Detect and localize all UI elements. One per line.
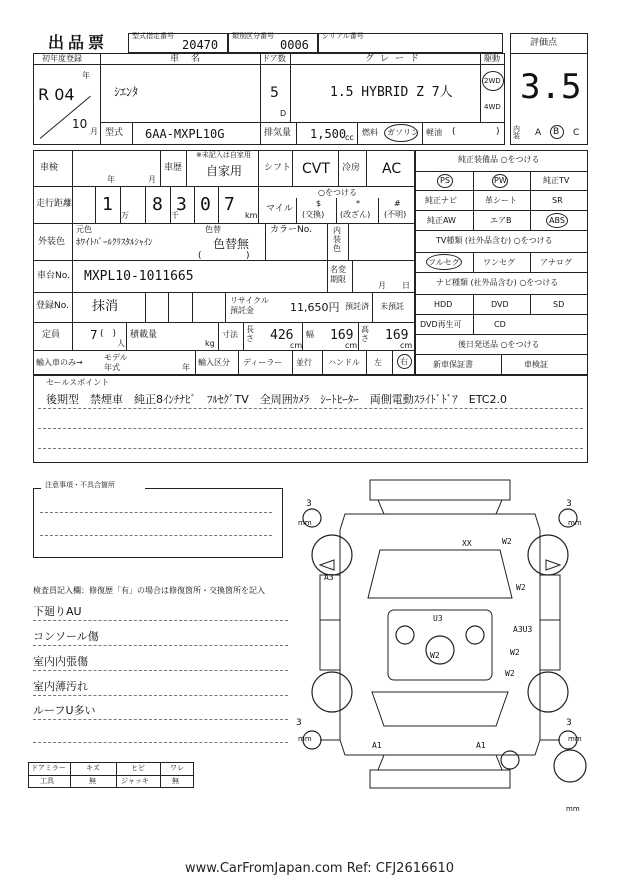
capacity-paren: ( ) xyxy=(100,329,117,339)
fuel-paren-open: ( xyxy=(452,127,456,137)
ac-label: 冷房 xyxy=(342,163,361,173)
tread-rear-left: 3 xyxy=(296,718,302,728)
import-class-label: 輸入区分 xyxy=(198,358,230,367)
load-unit: kg xyxy=(205,339,215,348)
equip-genuine-tv: 純正TV xyxy=(543,176,570,185)
car-damage-diagram xyxy=(290,470,590,810)
tread-rear-left-unit: mm xyxy=(298,735,312,743)
tread-front-left: 3 xyxy=(306,499,312,509)
handle-right: 右 xyxy=(400,357,408,366)
drive-2wd: 2WD xyxy=(484,77,501,85)
color-code-label: 色替 xyxy=(205,225,221,234)
note-line-3: 室内内張傷 xyxy=(33,655,88,668)
inspection-label: 車検 xyxy=(40,163,59,173)
shaken-note: ※未記入は自家用 xyxy=(196,151,251,159)
load-label: 積載量 xyxy=(130,330,158,340)
genuine-label: 純正装備品 ○をつける xyxy=(458,155,540,164)
vin-label: 車台No. xyxy=(37,271,70,281)
car-name-label: 車名 xyxy=(170,54,213,64)
altered-label: (改ざん) xyxy=(340,210,371,219)
equip-genuine-aw: 純正AW xyxy=(427,216,456,225)
capacity-label: 定員 xyxy=(42,330,61,340)
tread-rear-right: 3 xyxy=(566,718,572,728)
color-paren-close: ) xyxy=(246,251,250,261)
footer-watermark: www.CarFromJapan.com Ref: CFJ2616610 xyxy=(185,861,455,876)
legend-header-mirror: ドアミラー xyxy=(31,764,66,772)
sheet-title: 出品票 xyxy=(48,33,109,52)
drive-label: 駆動 xyxy=(484,54,500,63)
drive-4wd: 4WD xyxy=(484,103,501,111)
note-line-4: 室内薄汚れ xyxy=(33,680,88,693)
displacement-label: 排気量 xyxy=(264,128,292,138)
legend-header-scratch: キズ xyxy=(86,764,100,772)
sales-point-text: 後期型 禁煙車 純正8ｲﾝﾁﾅﾋﾞ ﾌﾙｾｸﾞTV 全周囲ｶﾒﾗ ｼｰﾄﾋｰﾀｰ 両側電動ｽﾗｲﾄﾞﾄﾞｱ ETC2.0 xyxy=(46,393,507,406)
registration-value: 抹消 xyxy=(92,299,119,314)
tv-analog: アナログ xyxy=(540,258,572,267)
ac-value: AC xyxy=(382,161,402,177)
navi-cd: CD xyxy=(494,320,506,329)
model-cert-value: 20470 xyxy=(182,38,219,52)
equip-pw: PW xyxy=(494,176,507,185)
exterior-label: 外装色 xyxy=(38,237,66,247)
first-reg-month: 10 xyxy=(72,117,88,131)
first-reg-year-unit: 年 xyxy=(82,71,90,80)
serial-label: シリアル番号 xyxy=(322,32,364,40)
shift-value: CVT xyxy=(302,161,330,177)
equip-leather-seat: 革シート xyxy=(485,196,517,205)
mileage-digit-4: 0 xyxy=(200,194,211,215)
note-line-2: コンソール傷 xyxy=(33,630,99,643)
equip-abs: ABS xyxy=(549,216,565,225)
mark-xx: XX xyxy=(462,539,472,548)
model-year-unit: 年 xyxy=(182,363,190,372)
interior-a: A xyxy=(535,128,542,138)
exchange-label: (交換) xyxy=(302,210,325,219)
notes-label: 注意事項・不具合箇所 xyxy=(45,481,115,489)
recycle-label: リサイクル預託金 xyxy=(230,296,269,315)
width-label: 幅 xyxy=(306,330,314,339)
interior-label: 内装 xyxy=(513,125,520,140)
legend-header-crack: ヒビ xyxy=(131,764,145,772)
mark-w2-c: W2 xyxy=(510,648,520,657)
height-value: 169 xyxy=(385,328,409,343)
mileage-km: km xyxy=(245,211,258,220)
capacity-value: 7 xyxy=(90,328,98,342)
fuel-label: 燃料 xyxy=(362,128,378,137)
legend-jack-value: 無 xyxy=(172,777,179,785)
doors-value: 5 xyxy=(270,85,279,101)
model-cert-label: 型式指定番号 xyxy=(132,32,174,40)
navi-dvd-play: DVD再生可 xyxy=(420,320,462,329)
equip-genuine-navi: 純正ナビ xyxy=(425,196,457,205)
displacement-value: 1,500 xyxy=(310,127,347,141)
unknown-mark: # xyxy=(394,199,401,208)
odometer-circle-note: ○をつける xyxy=(318,188,357,197)
shaken-value: 自家用 xyxy=(206,164,243,178)
sales-point-label: セールスポイント xyxy=(46,378,110,387)
interior-color-label: 内装色 xyxy=(333,226,341,253)
first-reg-year: R 04 xyxy=(38,85,75,104)
mileage-digit-2: 8 xyxy=(152,194,163,215)
doc-inspection-cert: 車検証 xyxy=(524,360,548,369)
mark-w2-d: W2 xyxy=(430,651,440,660)
registration-label: 登録No. xyxy=(36,301,69,311)
displacement-unit: cc xyxy=(345,133,354,142)
note-line-1: 下廻りAU xyxy=(33,605,82,618)
shift-label: シフト xyxy=(264,163,292,173)
mileage-digit-5: 7 xyxy=(224,194,235,215)
interior-c: C xyxy=(573,128,580,138)
length-value: 426 xyxy=(270,328,294,343)
note-line-5: ルーフU多い xyxy=(33,704,96,717)
light-oil-label: 軽油 xyxy=(426,128,442,137)
vin-value: MXPL10-1011665 xyxy=(84,269,194,284)
doors-suffix: D xyxy=(280,109,287,118)
tread-front-right-unit: mm xyxy=(568,519,582,527)
fuel-paren-close: ) xyxy=(496,127,500,137)
mark-a1-a: A1 xyxy=(372,741,382,750)
legend-jack-label: ジャッキ xyxy=(121,777,149,785)
width-unit: cm xyxy=(345,341,358,350)
capacity-unit: 人 xyxy=(117,339,125,348)
class-value: 0006 xyxy=(280,38,309,52)
original-color-label: 元色 xyxy=(76,225,92,234)
legend-tool-label: 工具 xyxy=(40,777,54,785)
inspection-month: 月 xyxy=(148,175,156,184)
mark-u3: U3 xyxy=(433,614,443,623)
navi-hdd: HDD xyxy=(434,300,453,309)
tv-oneseg: ワンセグ xyxy=(483,258,515,267)
tread-front-right: 3 xyxy=(566,499,572,509)
recycle-status-deposited: 預託済 xyxy=(345,302,369,311)
color-change: 色替無 xyxy=(213,237,250,251)
handle-left: 左 xyxy=(374,358,382,367)
tv-fullseg: フルセグ xyxy=(428,258,460,267)
inspector-label: 検査員記入欄：修復歴「有」の場合は修復箇所・交換箇所を記入 xyxy=(33,586,265,595)
mileage-digit-3: 3 xyxy=(176,194,187,215)
doc-warranty: 新車保証書 xyxy=(433,360,473,369)
name-change-month: 月 xyxy=(378,281,386,290)
eval-score: 3.5 xyxy=(520,67,582,107)
mileage-man: 万 xyxy=(121,211,129,220)
name-change-day: 日 xyxy=(402,281,410,290)
tv-label: TV種類 (社外品含む) ○をつける xyxy=(436,236,553,245)
first-reg-month-unit: 月 xyxy=(90,127,98,136)
name-change-label: 名変期限 xyxy=(330,265,346,284)
parallel-label: 並行 xyxy=(296,358,312,367)
length-label: 長さ xyxy=(246,325,254,343)
class-label: 類別区分番号 xyxy=(232,32,274,40)
altered-mark: * xyxy=(356,199,360,208)
equip-sr: SR xyxy=(552,196,563,205)
eval-label: 評価点 xyxy=(530,38,558,48)
navi-dvd: DVD xyxy=(491,300,509,309)
mark-w2-e: W2 xyxy=(505,669,515,678)
mark-a3u3: A3U3 xyxy=(513,625,533,634)
fuel-value: ガソリン xyxy=(387,128,419,137)
mark-w2-b: W2 xyxy=(516,583,526,592)
mark-a1-b: A1 xyxy=(476,741,486,750)
equip-airbag: エアB xyxy=(490,216,512,225)
mark-w2-a: W2 xyxy=(502,537,512,546)
tread-spare-unit: mm xyxy=(566,805,580,813)
color-paren-open: ( xyxy=(198,251,202,261)
navi-label: ナビ種類 (社外品含む) ○をつける xyxy=(436,278,559,287)
model-label: 型式 xyxy=(105,128,124,138)
inspection-year: 年 xyxy=(107,175,115,184)
color-no-label: カラーNo. xyxy=(270,225,312,235)
tread-rear-right-unit: mm xyxy=(568,735,582,743)
legend-tool-value: 無 xyxy=(89,777,96,785)
equip-ps: PS xyxy=(440,176,450,185)
mileage-label: 走行距離 xyxy=(36,199,73,209)
handle-label: ハンドル xyxy=(328,358,360,367)
grade-value: 1.5 HYBRID Z 7人 xyxy=(330,85,453,100)
mileage-digit-1: 1 xyxy=(102,194,113,215)
dims-label: 寸法 xyxy=(222,330,238,339)
height-label: 高さ xyxy=(361,325,369,343)
dealer-label: ディーラー xyxy=(243,358,283,367)
original-color: ﾎﾜｲﾄﾊﾟｰﾙｸﾘｽﾀﾙｼｬｲﾝ xyxy=(76,238,153,248)
width-value: 169 xyxy=(330,328,354,343)
navi-sd: SD xyxy=(553,300,565,309)
first-reg-label: 初年度登録 xyxy=(42,54,82,63)
length-unit: cm xyxy=(290,341,303,350)
legend-header-break: ワレ xyxy=(170,764,184,772)
notes-frame xyxy=(33,488,283,558)
model-year-label: モデル年式 xyxy=(104,353,128,372)
exchange-mark: $ xyxy=(316,199,322,208)
model-value: 6AA-MXPL10G xyxy=(145,127,225,141)
height-unit: cm xyxy=(400,341,413,350)
recycle-status-not-deposited: 未預託 xyxy=(380,302,404,311)
shaken-label: 車歴 xyxy=(164,163,183,173)
mileage-sen: 千 xyxy=(171,211,179,220)
sales-point-box xyxy=(33,375,588,463)
doors-label: ドア数 xyxy=(262,54,286,63)
car-name: ｼｴﾝﾀ xyxy=(114,85,139,99)
grade-label: グレード xyxy=(365,54,426,64)
unknown-label: (不明) xyxy=(384,210,407,219)
tread-front-left-unit: mm xyxy=(298,519,312,527)
miles-label: マイル xyxy=(266,204,293,214)
import-label: 輸入車のみ→ xyxy=(36,358,83,367)
docs-label: 後日発送品 ○をつける xyxy=(458,340,540,349)
interior-b: B xyxy=(553,127,560,137)
recycle-value: 11,650円 xyxy=(290,301,340,314)
mark-a3: A3 xyxy=(324,573,334,582)
